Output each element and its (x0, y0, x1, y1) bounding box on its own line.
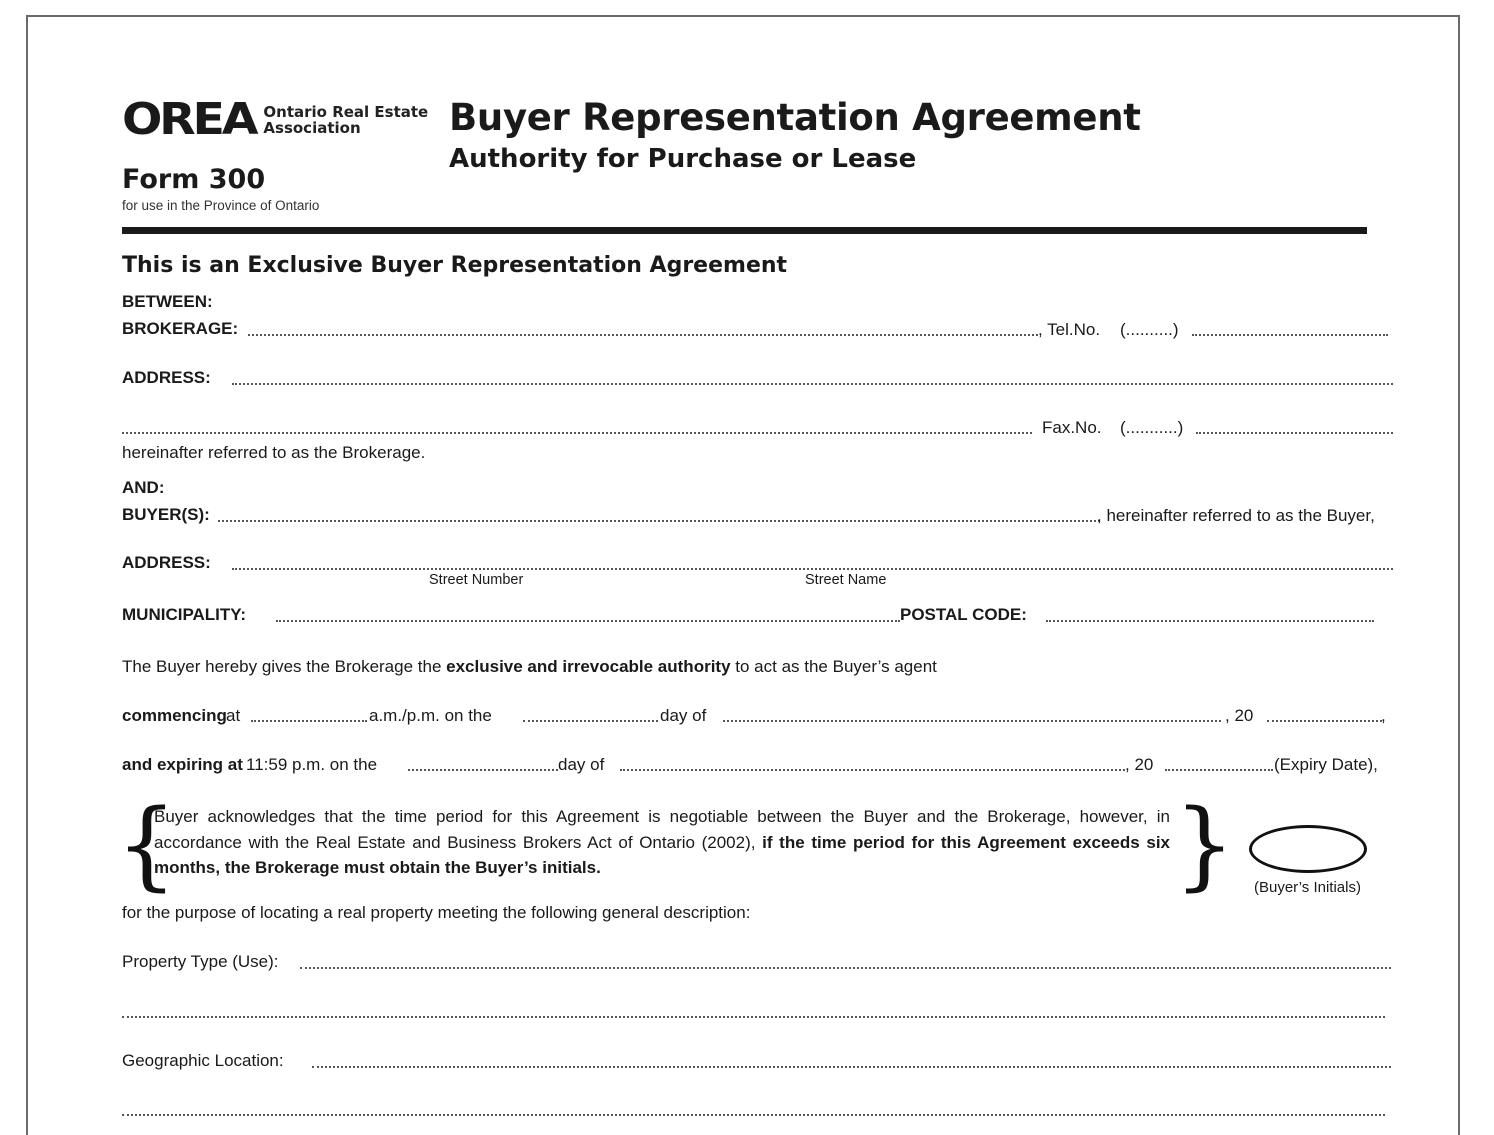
brokerage-reference: hereinafter referred to as the Brokerage. (122, 443, 426, 462)
commencing-day-of: day of (660, 706, 707, 725)
buyer-address-label: ADDRESS: (122, 553, 211, 572)
logo-line-2: Association (263, 119, 361, 137)
authority-intro-bold: exclusive and irrevocable authority (446, 657, 731, 676)
brokerage-name-field[interactable] (248, 334, 1038, 336)
expiring-label: and expiring at (122, 755, 243, 774)
fax-area-code-field[interactable]: (...........) (1120, 418, 1184, 437)
logo-subtitle (263, 104, 428, 136)
ack-text-bold: if the time period for this Agreement exceeds six months, the Brokerage must obtain the Buyer’s initials. (154, 832, 1170, 877)
buyer-initials-label: (Buyer’s Initials) (1254, 879, 1361, 896)
brokerage-label: BROKERAGE: (122, 319, 239, 338)
ampm-label: a.m./p.m. on the (369, 706, 492, 725)
tel-number-field[interactable] (1192, 334, 1388, 336)
commencing-year-suffix: , (1381, 706, 1386, 725)
commencing-at: at (226, 706, 241, 725)
buyer-initials-field[interactable] (1249, 825, 1367, 873)
left-brace: { (116, 789, 178, 901)
form-usage-note: for use in the Province of Ontario (122, 198, 320, 213)
expiring-time: 11:59 p.m. on the (246, 755, 378, 774)
municipality-label: MUNICIPALITY: (122, 605, 247, 624)
and-label: AND: (122, 478, 165, 497)
logo-mark: OREA (122, 94, 256, 145)
street-number-caption: Street Number (429, 572, 524, 588)
buyer-reference: , hereinafter referred to as the Buyer, (1097, 506, 1375, 525)
property-type-field-line-2[interactable] (122, 1016, 1385, 1018)
commencing-month-field[interactable] (723, 720, 1221, 722)
expiry-year-prefix: , 20 (1125, 755, 1154, 774)
purpose-statement: for the purpose of locating a real property meeting the following general description: (122, 903, 751, 922)
buyers-name-field[interactable] (218, 520, 1100, 522)
fax-label: Fax.No. (1042, 418, 1102, 437)
header-divider (122, 227, 1367, 234)
commencing-day-field[interactable] (523, 720, 658, 722)
geographic-location-field-line-2[interactable] (122, 1114, 1385, 1116)
commencing-year-field[interactable] (1267, 720, 1382, 722)
authority-intro-pre: The Buyer hereby gives the Brokerage the (122, 657, 447, 676)
orea-logo (122, 94, 429, 145)
fax-number-field[interactable] (1196, 432, 1393, 434)
municipality-field[interactable] (276, 620, 900, 622)
brokerage-address-line-1[interactable] (232, 383, 1393, 385)
buyer-address-field[interactable] (232, 568, 1393, 570)
tel-label: , Tel.No. (1038, 320, 1101, 339)
form-number: Form 300 (122, 164, 266, 195)
expiry-day-field[interactable] (408, 769, 558, 771)
brokerage-address-line-2[interactable] (122, 432, 1032, 434)
brokerage-address-label: ADDRESS: (122, 368, 211, 387)
ack-text: Buyer acknowledges that the time period for this Agreement is negotiable between the Buyer and the Brokerage, however, in accordance with the Real Estate and Business Brokers Act of Ontario (2002), (154, 807, 1170, 852)
between-label: BETWEEN: (122, 292, 213, 311)
logo-line-1: Ontario Real Estate (263, 103, 429, 121)
expiry-year-field[interactable] (1165, 769, 1273, 771)
postal-code-label: POSTAL CODE: (900, 605, 1027, 624)
expiry-day-of: day of (558, 755, 605, 774)
property-type-label: Property Type (Use): (122, 952, 279, 971)
geographic-location-label: Geographic Location: (122, 1051, 284, 1070)
page-subtitle: Authority for Purchase or Lease (449, 144, 917, 174)
page-title: Buyer Representation Agreement (449, 96, 1141, 139)
property-type-field[interactable] (300, 967, 1391, 969)
authority-intro-post: to act as the Buyer’s agent (730, 657, 937, 676)
commencing-label: commencing (122, 706, 227, 725)
expiry-month-field[interactable] (620, 769, 1125, 771)
commencing-year-prefix: , 20 (1225, 706, 1254, 725)
expiry-date-label: (Expiry Date), (1274, 755, 1378, 774)
authority-statement (122, 657, 937, 677)
street-name-caption: Street Name (805, 572, 887, 588)
agreement-type-heading: This is an Exclusive Buyer Representation Agreement (122, 253, 788, 278)
buyers-label: BUYER(S): (122, 505, 210, 524)
geographic-location-field[interactable] (312, 1066, 1391, 1068)
tel-area-code-field[interactable]: (..........) (1120, 320, 1179, 339)
right-brace: } (1174, 789, 1236, 901)
postal-code-field[interactable] (1046, 620, 1374, 622)
commencing-time-field[interactable] (251, 720, 367, 722)
time-period-acknowledgement (154, 804, 1170, 881)
